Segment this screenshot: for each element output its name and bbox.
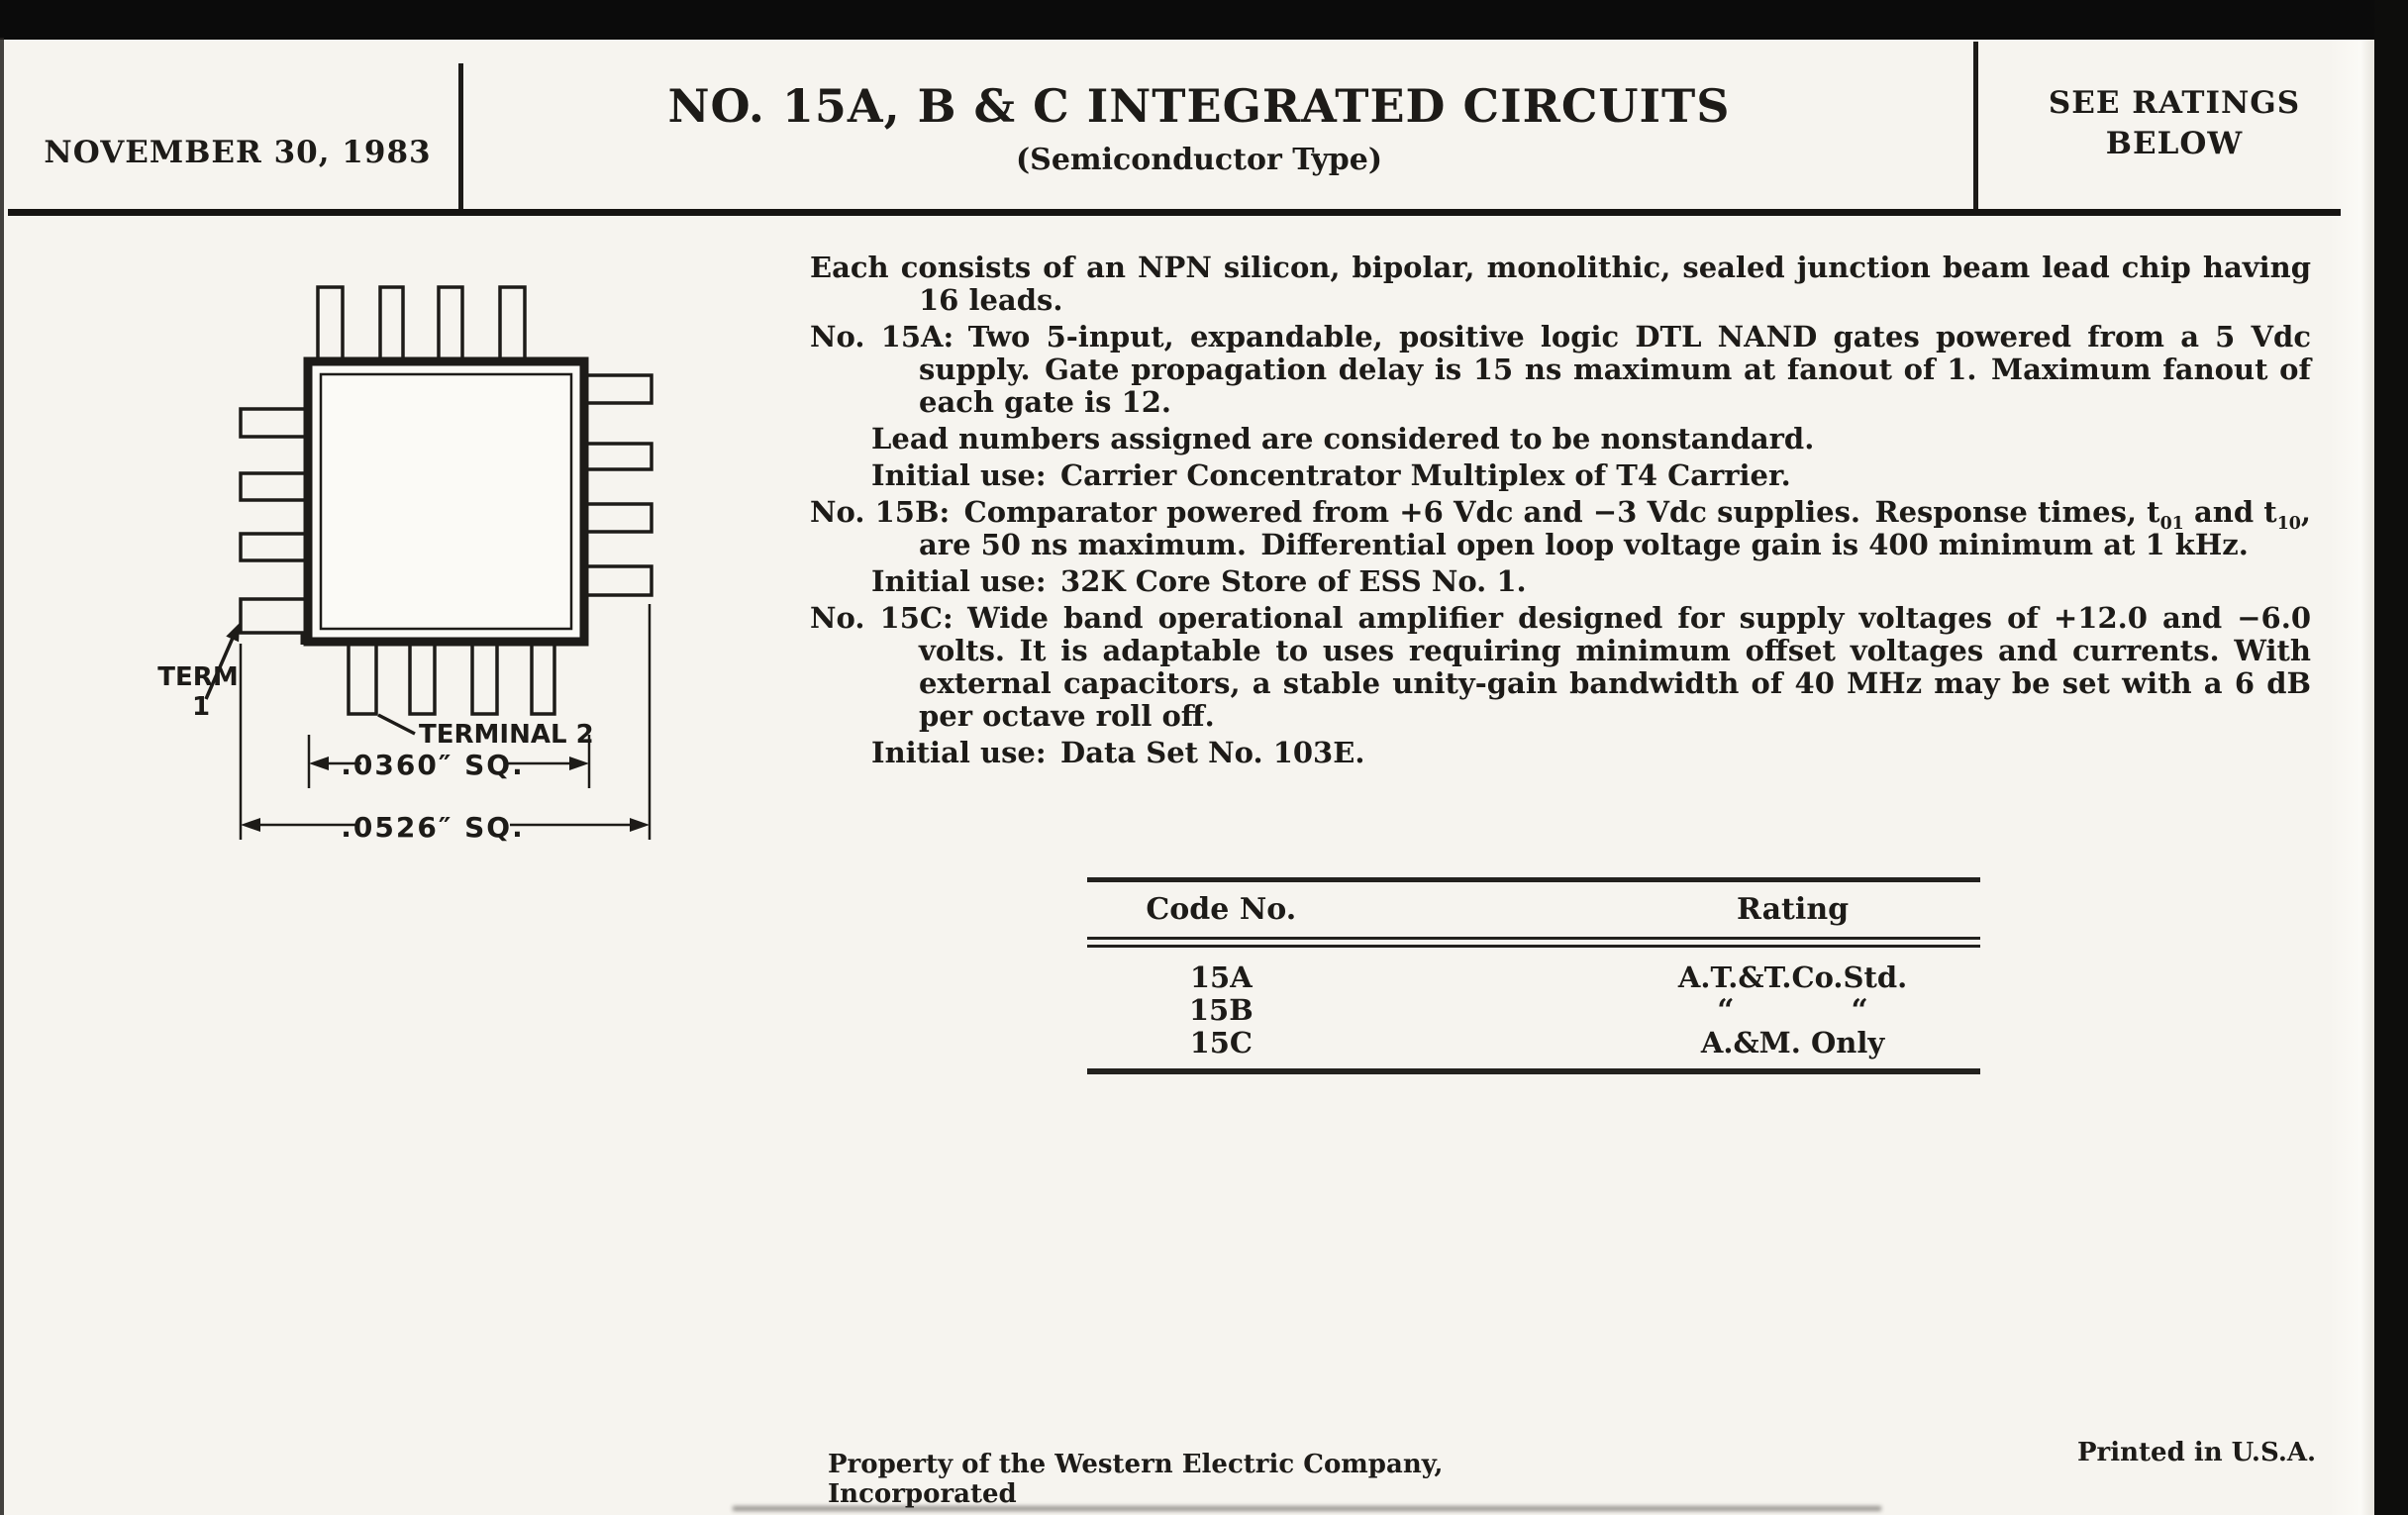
chip-lead-right-1: [579, 375, 652, 403]
footer-printed-in-usa: Printed in U.S.A.: [2077, 1438, 2317, 1467]
paragraph: Initial use: 32K Core Store of ESS No. 1.: [871, 564, 1527, 598]
table-cell-rating: A.&M. Only: [1700, 1026, 1885, 1060]
chip-lead-terminal-1: [241, 599, 314, 633]
chip-lead-right-2: [579, 444, 652, 469]
table-rows: [1087, 948, 1980, 1060]
ratings-table: [1087, 877, 1980, 1074]
dim-inner-arrow-left: [309, 757, 329, 770]
issue-date: NOVEMBER 30, 1983: [44, 135, 432, 170]
terminal-2-label: TERMINAL 2: [419, 720, 594, 750]
page-title: NO. 15A, B & C INTEGRATED CIRCUITS: [667, 79, 1731, 133]
footer-property-notice: Property of the Western Electric Company, Incorporated: [828, 1450, 1444, 1509]
paragraph: Each consists of an NPN silicon, bipolar, monolithic, sealed junction beam lead chip having 16 leads.: [810, 251, 2311, 317]
chip-lead-bottom-3: [472, 638, 497, 714]
table-row: [1087, 1027, 1980, 1060]
table-cell-code: 15B: [1188, 993, 1254, 1027]
table-header-row: [1087, 882, 1980, 937]
table-cell-rating: A.T.&T.Co.Std.: [1677, 960, 1908, 994]
table-rule-bottom: [1087, 1068, 1980, 1074]
dim-inner-label: .0360″ SQ.: [341, 749, 525, 781]
dim-outer-arrow-left: [241, 818, 260, 832]
chip-lead-bottom-4: [532, 638, 554, 714]
paragraph: No. 15C: Wide band operational amplifier designed for supply voltages of +12.0 and −6.0 volts. It is adaptable to uses requiring minimum offset voltages and currents. With external capacitors, a stable unity-gain bandwidth of 40 MHz may be set with a 6 dB per octave roll off.: [810, 601, 2311, 733]
table-cell-code: 15C: [1189, 1026, 1254, 1060]
dim-outer-arrow-right: [630, 818, 650, 832]
terminal-1-label-line1: TERM: [157, 662, 239, 692]
chip-lead-terminal-2: [349, 638, 376, 714]
paragraph: Initial use: Carrier Concentrator Multiplex of T4 Carrier.: [871, 458, 1791, 492]
dim-inner-arrow-right: [569, 757, 589, 770]
chip-lead-bottom-2: [410, 638, 435, 714]
scan-right-bar: [2374, 0, 2408, 1515]
terminal-1-arrowhead: [226, 620, 246, 642]
chip-lead-top-3: [439, 287, 462, 368]
table-header-rating: Rating: [1737, 892, 1850, 927]
paragraph: No. 15A: Two 5-input, expandable, positive logic DTL NAND gates powered from a 5 Vdc supply. Gate propagation delay is 15 ns maximum at fanout of 1. Maximum fanout of each gate is 12.: [810, 320, 2311, 419]
chip-lead-right-4: [579, 566, 652, 595]
paragraph: Initial use: Data Set No. 103E.: [871, 736, 1365, 769]
table-row: [1087, 994, 1980, 1027]
table-header-code: Code No.: [1146, 892, 1297, 927]
chip-lead-top-2: [380, 287, 403, 368]
scan-top-bar: [0, 0, 2408, 40]
ditto-mark: “: [1717, 993, 1735, 1028]
chip-lead-top-4: [500, 287, 525, 368]
chip-body: [308, 361, 584, 642]
chip-lead-right-3: [579, 504, 652, 532]
table-cell-rating: [1605, 994, 1980, 1027]
terminal-2-leader-line: [378, 715, 415, 734]
scan-left-edge: [0, 38, 4, 1515]
chip-lead-left-2: [241, 473, 314, 500]
chip-lead-left-3: [241, 534, 314, 560]
chip-lead-left-1: [241, 409, 314, 437]
dim-outer-label: .0526″ SQ.: [341, 811, 525, 844]
header-title-block: [451, 81, 1948, 177]
table-row: [1087, 961, 1980, 994]
scan-right-light-strip: [2329, 40, 2374, 1515]
table-rule-under-header: [1087, 937, 1980, 948]
ratings-note: [1980, 83, 2368, 164]
page-subtitle: (Semiconductor Type): [1015, 143, 1383, 177]
chip-lead-top-1: [318, 287, 343, 368]
ratings-note-line2: BELOW: [2105, 126, 2244, 161]
header-divider-right: [1973, 42, 1978, 213]
terminal-1-label-line2: 1: [191, 692, 211, 722]
ratings-note-line1: SEE RATINGS: [2048, 85, 2301, 121]
paragraph: Lead numbers assigned are considered to be nonstandard.: [871, 422, 1815, 455]
chip-diagram: [153, 279, 668, 854]
table-cell-code: 15A: [1189, 960, 1253, 994]
body-text: [810, 252, 2311, 773]
ditto-mark: “: [1851, 993, 1868, 1028]
header-rule: [8, 209, 2341, 216]
paragraph: No. 15B: Comparator powered from +6 Vdc and −3 Vdc supplies. Response times, $t_{01}$ and $t_{10}$, are 50 ns maximum. Differential open loop voltage gain is 400 minimum at 1 kHz.: [810, 495, 2311, 561]
